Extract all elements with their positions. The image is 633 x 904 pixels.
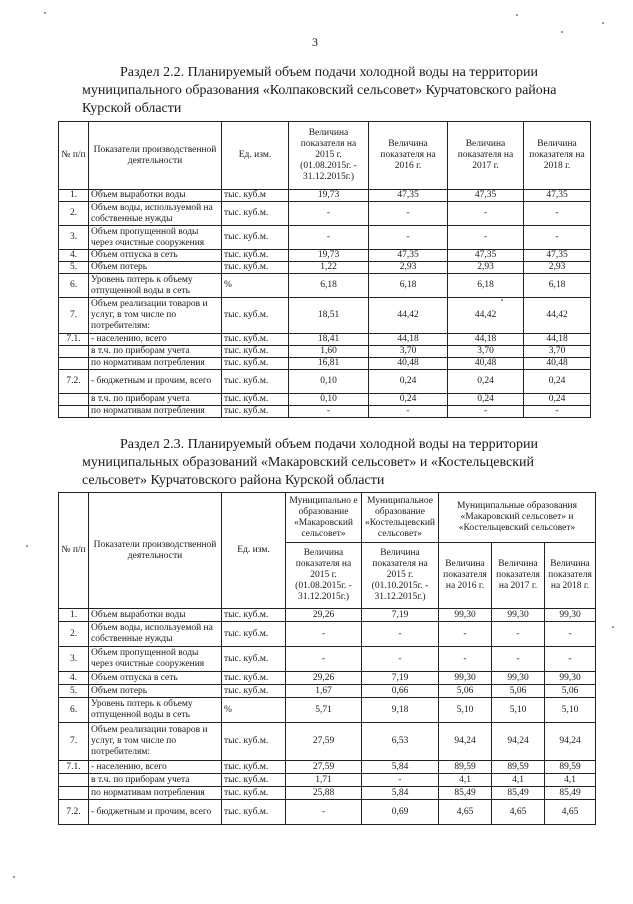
- row-number-cell: 3.: [59, 226, 89, 250]
- scan-speck: [26, 545, 28, 547]
- value-cell: -: [289, 202, 369, 226]
- value-cell: 6,53: [362, 723, 439, 761]
- value-cell: 6,18: [448, 274, 524, 298]
- indicator-cell: Объем реализации товаров и услуг, в том числе по потребителям:: [89, 723, 222, 761]
- value-cell: 5,84: [362, 761, 439, 774]
- value-cell: 5,06: [492, 685, 545, 698]
- value-cell: 0,24: [448, 370, 524, 394]
- indicator-cell: по нормативам потребления: [89, 358, 222, 370]
- value-cell: 27,59: [286, 761, 362, 774]
- value-cell: 7,19: [362, 672, 439, 685]
- value-cell: 0,10: [289, 370, 369, 394]
- row-number-cell: 1.: [59, 190, 89, 202]
- table-row: [59, 406, 591, 418]
- unit-cell: тыс. куб.м.: [222, 370, 289, 394]
- heading-line: Раздел 2.3. Планируемый объем подачи холодной воды на территории: [120, 437, 539, 452]
- unit-cell: тыс. куб.м.: [222, 609, 286, 622]
- header-cell: Муниципальное образование «Костельцевский сельсовет»: [362, 493, 439, 543]
- row-number-cell: 6.: [59, 274, 89, 298]
- row-number-cell: 1.: [59, 609, 89, 622]
- indicator-cell: Объем воды, используемой на собственные нужды: [89, 202, 222, 226]
- unit-cell: %: [222, 274, 289, 298]
- header-cell: Величина показателя на 2018 г.: [545, 543, 596, 609]
- indicator-cell: - бюджетным и прочим, всего: [89, 800, 222, 825]
- value-cell: -: [545, 622, 596, 647]
- table-row: [59, 774, 596, 787]
- indicator-cell: Объем реализации товаров и услуг, в том числе по потребителям:: [89, 298, 222, 334]
- value-cell: 4,1: [545, 774, 596, 787]
- heading-line: сельсовет» Курчатовского района Курской области: [82, 473, 385, 488]
- header-cell: Ед. изм.: [222, 122, 289, 190]
- value-cell: 85,49: [439, 787, 492, 800]
- value-cell: 0,69: [362, 800, 439, 825]
- indicator-cell: Объем воды, используемой на собственные нужды: [89, 622, 222, 647]
- value-cell: 7,19: [362, 609, 439, 622]
- row-number-cell: 2.: [59, 622, 89, 647]
- header-cell: Величина показателя на 2015 г. (01.08.2015г. - 31.12.2015г.): [289, 122, 369, 190]
- value-cell: 89,59: [545, 761, 596, 774]
- value-cell: -: [369, 406, 448, 418]
- table-row: [59, 685, 596, 698]
- table-row: [59, 190, 591, 202]
- value-cell: 47,35: [369, 250, 448, 262]
- value-cell: 4,65: [545, 800, 596, 825]
- unit-cell: тыс. куб.м.: [222, 346, 289, 358]
- value-cell: 2,93: [369, 262, 448, 274]
- value-cell: -: [286, 800, 362, 825]
- row-number-cell: [59, 346, 89, 358]
- scan-speck: [612, 626, 614, 628]
- unit-cell: тыс. куб.м.: [222, 761, 286, 774]
- value-cell: 19,73: [289, 250, 369, 262]
- value-cell: -: [289, 406, 369, 418]
- row-number-cell: [59, 774, 89, 787]
- value-cell: -: [524, 406, 591, 418]
- indicator-cell: в т.ч. по приборам учета: [89, 774, 222, 787]
- value-cell: 29,26: [286, 609, 362, 622]
- header-cell: Величина показателя на 2017 г.: [448, 122, 524, 190]
- value-cell: -: [492, 647, 545, 672]
- value-cell: 0,24: [448, 394, 524, 406]
- row-number-cell: 4.: [59, 672, 89, 685]
- section-2-3-heading: [82, 436, 562, 490]
- table-row: [59, 723, 596, 761]
- value-cell: 0,24: [524, 394, 591, 406]
- indicator-cell: по нормативам потребления: [89, 406, 222, 418]
- value-cell: -: [286, 622, 362, 647]
- scan-speck: [561, 31, 563, 33]
- table-row: [59, 622, 596, 647]
- scan-speck: [13, 876, 15, 878]
- table-row: [59, 274, 591, 298]
- heading-line: Раздел 2.2. Планируемый объем подачи холодной воды на территории: [120, 65, 539, 80]
- value-cell: 89,59: [439, 761, 492, 774]
- header-cell: Показатели производственной деятельности: [89, 493, 222, 609]
- value-cell: 44,42: [448, 298, 524, 334]
- value-cell: 99,30: [439, 609, 492, 622]
- row-number-cell: [59, 406, 89, 418]
- row-number-cell: 3.: [59, 647, 89, 672]
- row-number-cell: 2.: [59, 202, 89, 226]
- value-cell: 5,71: [286, 698, 362, 723]
- unit-cell: тыс. куб.м.: [222, 685, 286, 698]
- row-number-cell: [59, 394, 89, 406]
- unit-cell: тыс. куб.м.: [222, 262, 289, 274]
- value-cell: 40,48: [369, 358, 448, 370]
- value-cell: 99,30: [439, 672, 492, 685]
- value-cell: -: [448, 226, 524, 250]
- indicator-cell: в т.ч. по приборам учета: [89, 346, 222, 358]
- value-cell: 5,10: [545, 698, 596, 723]
- indicator-cell: Уровень потерь к объему отпущенной воды в сеть: [89, 698, 222, 723]
- unit-cell: тыс. куб.м.: [222, 774, 286, 787]
- header-cell: Величина показателя на 2016 г.: [439, 543, 492, 609]
- value-cell: 16,81: [289, 358, 369, 370]
- unit-cell: тыс. куб.м.: [222, 800, 286, 825]
- value-cell: 0,66: [362, 685, 439, 698]
- indicator-cell: в т.ч. по приборам учета: [89, 394, 222, 406]
- table-row: [59, 394, 591, 406]
- value-cell: 3,70: [369, 346, 448, 358]
- table-row: [59, 346, 591, 358]
- value-cell: 4,65: [439, 800, 492, 825]
- value-cell: 5,10: [439, 698, 492, 723]
- value-cell: 1,71: [286, 774, 362, 787]
- indicator-cell: Объем пропущенной воды через очистные сооружения: [89, 647, 222, 672]
- unit-cell: тыс. куб.м.: [222, 672, 286, 685]
- unit-cell: тыс. куб.м.: [222, 394, 289, 406]
- value-cell: 5,06: [545, 685, 596, 698]
- table-row: [59, 761, 596, 774]
- value-cell: 0,24: [369, 370, 448, 394]
- unit-cell: тыс. куб.м: [222, 190, 289, 202]
- value-cell: 47,35: [448, 250, 524, 262]
- header-cell: Муниципальные образования «Макаровский сельсовет» и «Костельцевский сельсовет»: [439, 493, 596, 543]
- value-cell: -: [524, 202, 591, 226]
- value-cell: 47,35: [524, 190, 591, 202]
- unit-cell: тыс. куб.м.: [222, 226, 289, 250]
- value-cell: 5,06: [439, 685, 492, 698]
- value-cell: -: [448, 406, 524, 418]
- indicator-cell: по нормативам потребления: [89, 787, 222, 800]
- row-number-cell: 7.1.: [59, 334, 89, 346]
- indicator-cell: Уровень потерь к объему отпущенной воды в сеть: [89, 274, 222, 298]
- value-cell: 0,24: [524, 370, 591, 394]
- value-cell: 44,18: [524, 334, 591, 346]
- row-number-cell: 7.2.: [59, 800, 89, 825]
- value-cell: 85,49: [492, 787, 545, 800]
- value-cell: -: [439, 622, 492, 647]
- unit-cell: %: [222, 698, 286, 723]
- unit-cell: тыс. куб.м.: [222, 250, 289, 262]
- indicator-cell: Объем отпуска в сеть: [89, 672, 222, 685]
- value-cell: -: [448, 202, 524, 226]
- value-cell: -: [362, 622, 439, 647]
- table-row: [59, 609, 596, 622]
- header-cell: Величина показателя на 2017 г.: [492, 543, 545, 609]
- value-cell: 4,65: [492, 800, 545, 825]
- header-cell: Величина показателя на 2016 г.: [369, 122, 448, 190]
- value-cell: 94,24: [545, 723, 596, 761]
- header-cell: Величина показателя на 2018 г.: [524, 122, 591, 190]
- indicator-cell: Объем отпуска в сеть: [89, 250, 222, 262]
- row-number-cell: 4.: [59, 250, 89, 262]
- value-cell: 44,18: [369, 334, 448, 346]
- unit-cell: тыс. куб.м.: [222, 334, 289, 346]
- value-cell: 47,35: [524, 250, 591, 262]
- value-cell: -: [369, 202, 448, 226]
- value-cell: -: [362, 774, 439, 787]
- section-2-2-heading: [82, 64, 562, 118]
- value-cell: -: [369, 226, 448, 250]
- value-cell: 25,88: [286, 787, 362, 800]
- heading-line: муниципальных образований «Макаровский сельсовет» и «Костельцевский: [82, 455, 534, 470]
- header-cell: Величина показателя на 2015 г. (01.08.2015г. - 31.12.2015г.): [286, 543, 362, 609]
- value-cell: 5,84: [362, 787, 439, 800]
- value-cell: 44,18: [448, 334, 524, 346]
- row-number-cell: [59, 787, 89, 800]
- unit-cell: тыс. куб.м.: [222, 622, 286, 647]
- value-cell: 19,73: [289, 190, 369, 202]
- value-cell: 99,30: [545, 672, 596, 685]
- table-row: [59, 787, 596, 800]
- row-number-cell: 5.: [59, 262, 89, 274]
- table-row: [59, 800, 596, 825]
- value-cell: 2,93: [448, 262, 524, 274]
- value-cell: -: [439, 647, 492, 672]
- scan-speck: [44, 12, 46, 14]
- value-cell: 18,41: [289, 334, 369, 346]
- row-number-cell: [59, 358, 89, 370]
- value-cell: -: [362, 647, 439, 672]
- unit-cell: тыс. куб.м.: [222, 202, 289, 226]
- heading-line: Курской области: [82, 101, 182, 116]
- indicator-cell: - населению, всего: [89, 334, 222, 346]
- value-cell: 1,22: [289, 262, 369, 274]
- value-cell: 99,30: [545, 609, 596, 622]
- table-row: [59, 262, 591, 274]
- value-cell: 94,24: [439, 723, 492, 761]
- indicator-cell: Объем потерь: [89, 685, 222, 698]
- value-cell: -: [289, 226, 369, 250]
- table-row: [59, 698, 596, 723]
- value-cell: 27,59: [286, 723, 362, 761]
- indicator-cell: - населению, всего: [89, 761, 222, 774]
- indicator-cell: Объем выработки воды: [89, 190, 222, 202]
- value-cell: 6,18: [369, 274, 448, 298]
- table-row: [59, 647, 596, 672]
- value-cell: -: [286, 647, 362, 672]
- value-cell: 3,70: [524, 346, 591, 358]
- value-cell: 1,67: [286, 685, 362, 698]
- value-cell: 40,48: [448, 358, 524, 370]
- value-cell: 89,59: [492, 761, 545, 774]
- table-section-2-3: [58, 492, 596, 825]
- value-cell: 99,30: [492, 672, 545, 685]
- value-cell: 2,93: [524, 262, 591, 274]
- header-cell: Ед. изм.: [222, 493, 286, 609]
- scan-speck: [516, 14, 518, 16]
- unit-cell: тыс. куб.м.: [222, 358, 289, 370]
- value-cell: 9,18: [362, 698, 439, 723]
- value-cell: 6,18: [524, 274, 591, 298]
- header-cell: № п/п: [59, 122, 89, 190]
- table-row: [59, 358, 591, 370]
- unit-cell: тыс. куб.м.: [222, 787, 286, 800]
- value-cell: 94,24: [492, 723, 545, 761]
- value-cell: 85,49: [545, 787, 596, 800]
- value-cell: 44,42: [369, 298, 448, 334]
- table-row: [59, 334, 591, 346]
- value-cell: 47,35: [448, 190, 524, 202]
- header-cell: Муниципально е образование «Макаровский сельсовет»: [286, 493, 362, 543]
- scan-speck: [602, 22, 604, 24]
- table-row: [59, 202, 591, 226]
- value-cell: 5,10: [492, 698, 545, 723]
- table-header-row: [59, 493, 596, 543]
- row-number-cell: 5.: [59, 685, 89, 698]
- table-row: [59, 370, 591, 394]
- value-cell: 1,60: [289, 346, 369, 358]
- value-cell: 47,35: [369, 190, 448, 202]
- unit-cell: тыс. куб.м.: [222, 406, 289, 418]
- value-cell: 40,48: [524, 358, 591, 370]
- value-cell: -: [492, 622, 545, 647]
- page-number: 3: [312, 35, 318, 49]
- row-number-cell: 7.1.: [59, 761, 89, 774]
- heading-line: муниципального образования «Колпаковский сельсовет» Курчатовского района: [82, 83, 557, 98]
- table-header-row: [59, 122, 591, 190]
- indicator-cell: Объем пропущенной воды через очистные сооружения: [89, 226, 222, 250]
- unit-cell: тыс. куб.м.: [222, 298, 289, 334]
- indicator-cell: Объем потерь: [89, 262, 222, 274]
- table-row: [59, 672, 596, 685]
- table-row: [59, 250, 591, 262]
- table-section-2-2: [58, 121, 591, 418]
- value-cell: 18,51: [289, 298, 369, 334]
- value-cell: 4,1: [439, 774, 492, 787]
- scan-speck: [501, 299, 503, 301]
- indicator-cell: - бюджетным и прочим, всего: [89, 370, 222, 394]
- row-number-cell: 7.2.: [59, 370, 89, 394]
- indicator-cell: Объем выработки воды: [89, 609, 222, 622]
- value-cell: -: [524, 226, 591, 250]
- value-cell: 44,42: [524, 298, 591, 334]
- header-cell: Показатели производственной деятельности: [89, 122, 222, 190]
- value-cell: 29,26: [286, 672, 362, 685]
- value-cell: 99,30: [492, 609, 545, 622]
- header-cell: Величина показателя на 2015 г. (01.10.2015г. - 31.12.2015г.): [362, 543, 439, 609]
- value-cell: 4,1: [492, 774, 545, 787]
- row-number-cell: 7.: [59, 298, 89, 334]
- value-cell: 0,10: [289, 394, 369, 406]
- row-number-cell: 6.: [59, 698, 89, 723]
- value-cell: 3,70: [448, 346, 524, 358]
- value-cell: 0,24: [369, 394, 448, 406]
- unit-cell: тыс. куб.м.: [222, 723, 286, 761]
- table-row: [59, 226, 591, 250]
- value-cell: 6,18: [289, 274, 369, 298]
- value-cell: -: [545, 647, 596, 672]
- table-row: [59, 298, 591, 334]
- row-number-cell: 7.: [59, 723, 89, 761]
- header-cell: № п/п: [59, 493, 89, 609]
- unit-cell: тыс. куб.м.: [222, 647, 286, 672]
